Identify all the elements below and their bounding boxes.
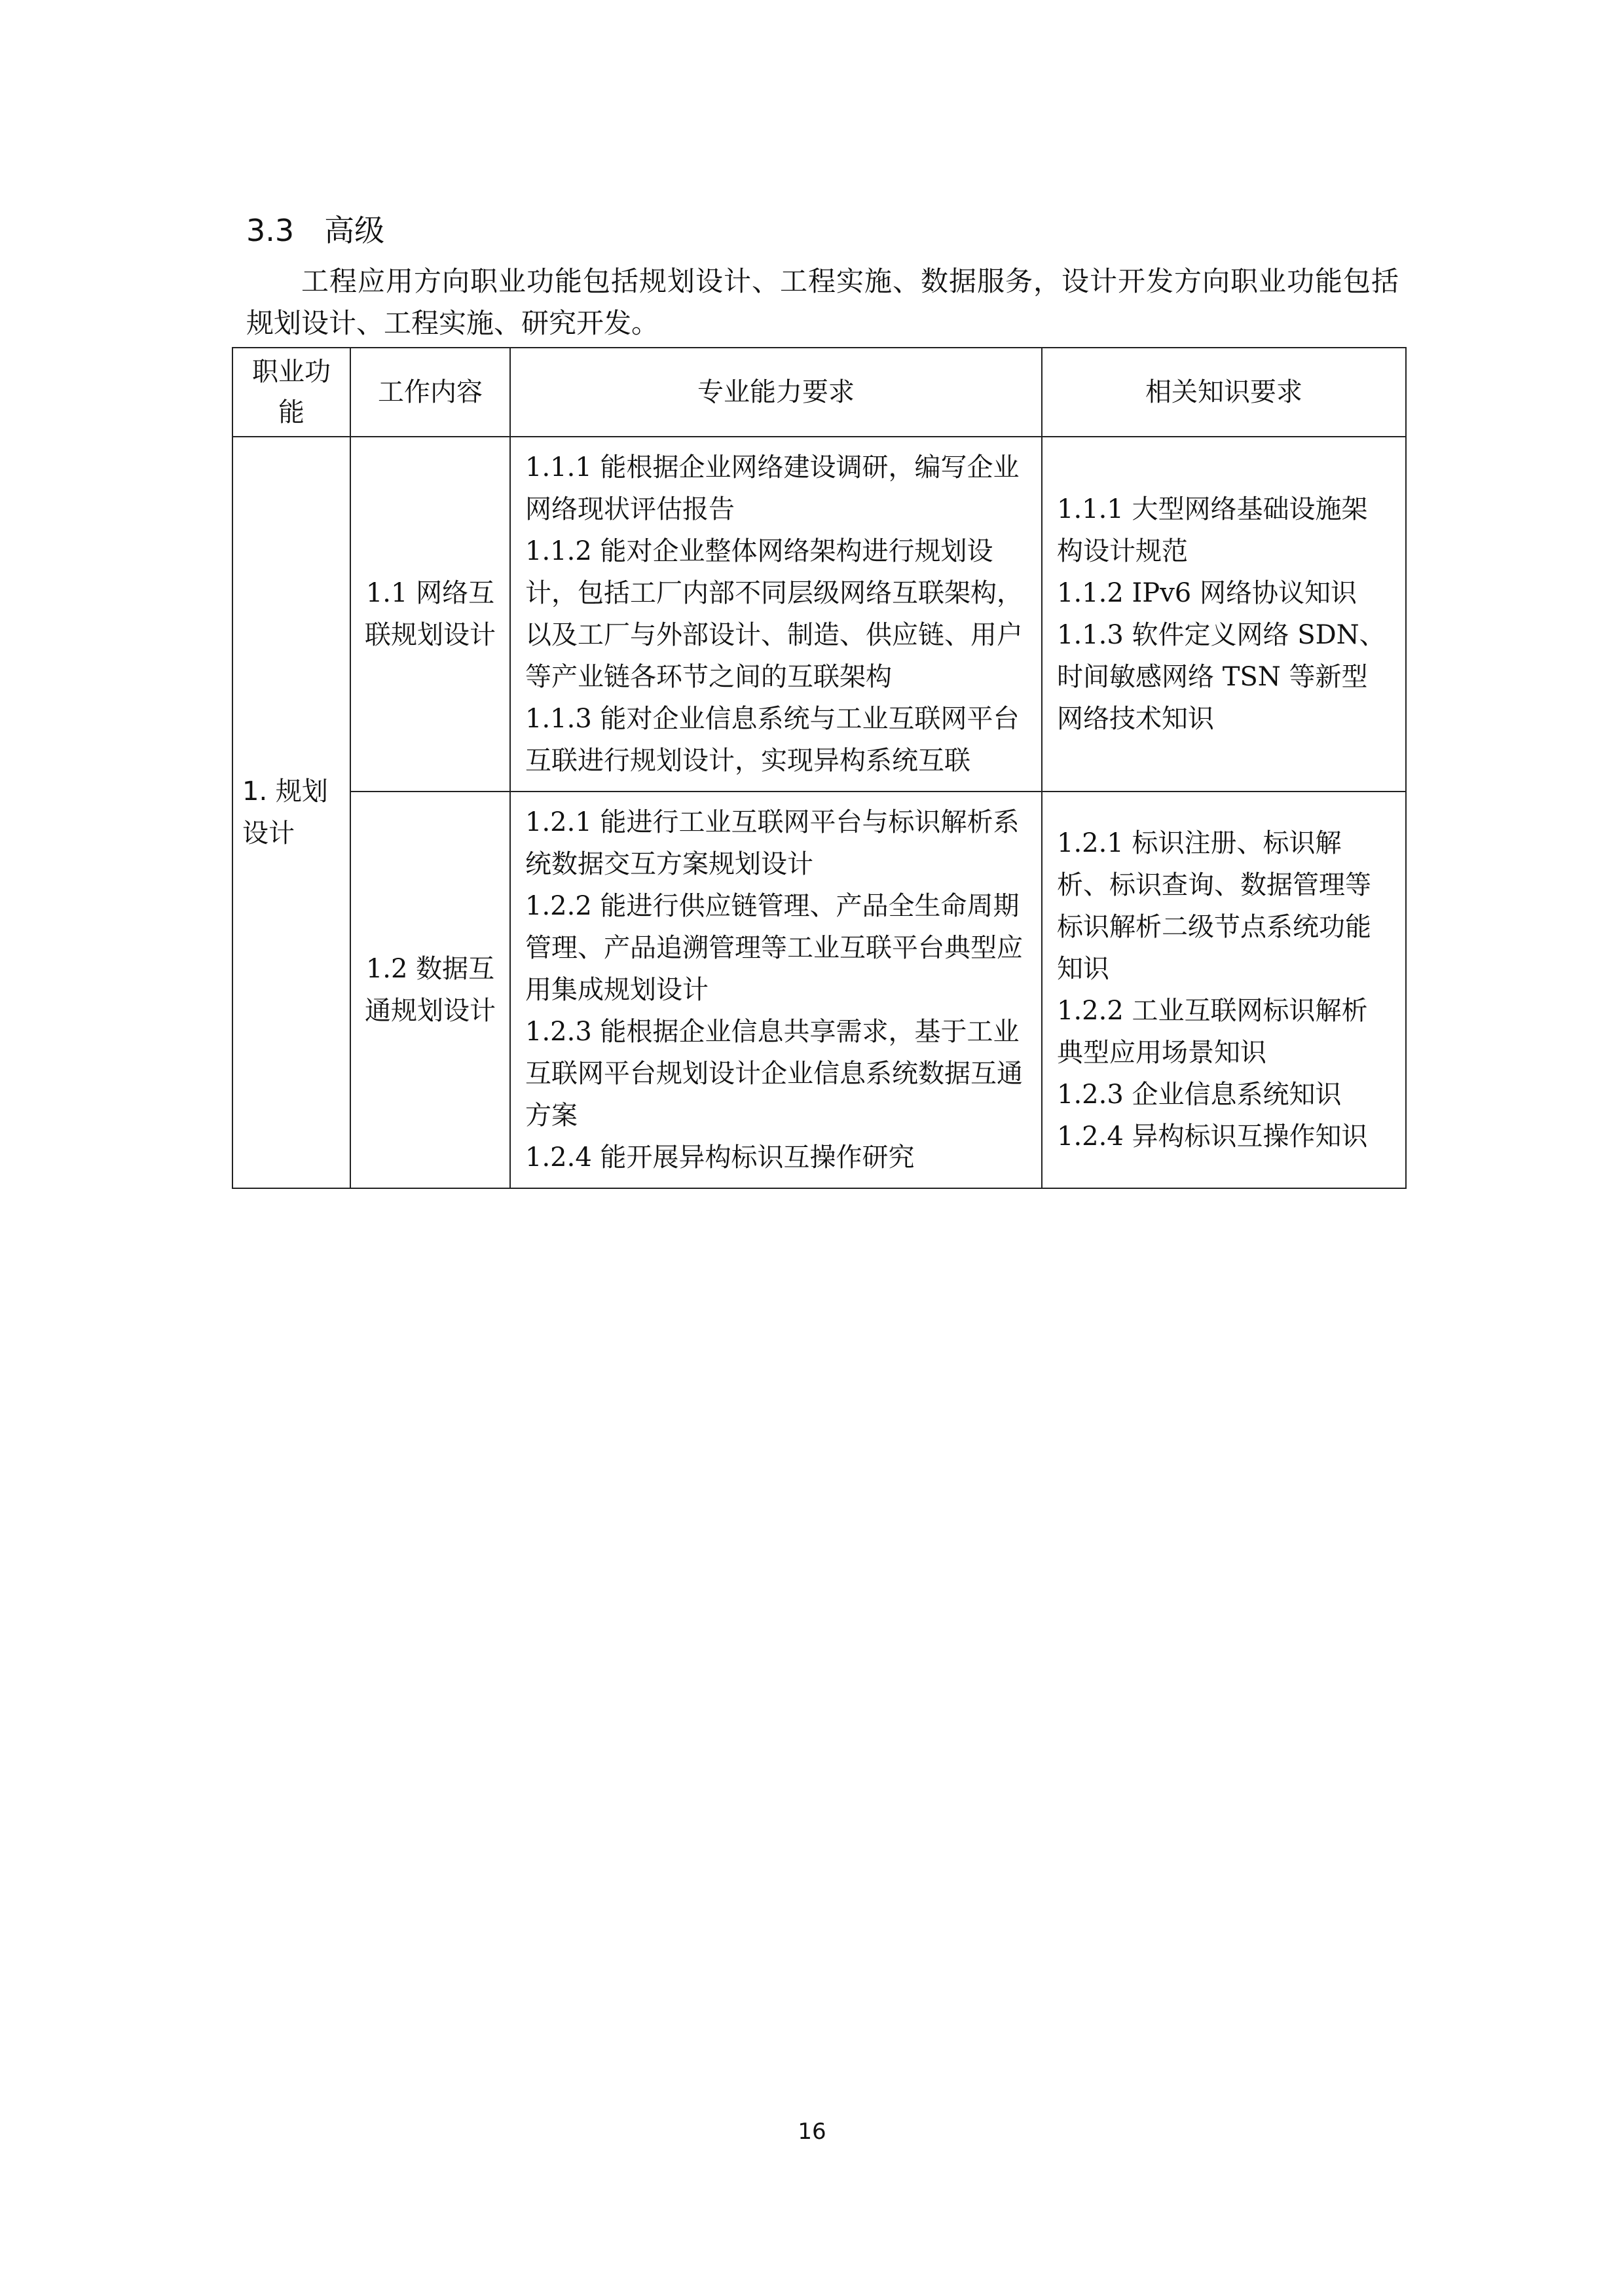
header-knowledge-requirements: 相关知识要求 — [1042, 348, 1406, 437]
knowledge-item: 1.1.3 软件定义网络 SDN、时间敏感网络 TSN 等新型网络技术知识 — [1057, 620, 1386, 734]
skill-item: 1.2.3 能根据企业信息共享需求，基于工业互联网平台规划设计企业信息系统数据互通方案 — [525, 1017, 1023, 1131]
section-title: 高级 — [324, 213, 385, 248]
knowledge-item: 1.2.2 工业互联网标识解析典型应用场景知识 — [1057, 996, 1368, 1068]
header-skill-requirements: 专业能力要求 — [510, 348, 1042, 437]
skill-item: 1.1.1 能根据企业网络建设调研，编写企业网络现状评估报告 — [525, 452, 1020, 524]
skill-item: 1.1.2 能对企业整体网络架构进行规划设计，包括工厂内部不同层级网络互联架构，以及工厂与外部设计、制造、供应链、用户等产业链各环节之间的互联架构 — [525, 536, 1023, 692]
skill-item: 1.2.2 能进行供应链管理、产品全生命周期管理、产品追溯管理等工业互联平台典型应用集成规划设计 — [525, 891, 1023, 1005]
header-function: 职业功能 — [232, 348, 350, 437]
section-heading — [246, 211, 384, 250]
function-cell: 1. 规划设计 — [232, 437, 350, 1188]
skill-cell — [510, 437, 1042, 792]
intro-paragraph: 工程应用方向职业功能包括规划设计、工程实施、数据服务，设计开发方向职业功能包括规划设计、工程实施、研究开发。 — [246, 265, 1399, 339]
knowledge-item: 1.2.1 标识注册、标识解析、标识查询、数据管理等标识解析二级节点系统功能知识 — [1057, 828, 1371, 984]
work-content-cell: 1.1 网络互联规划设计 — [350, 437, 510, 792]
page-number: 16 — [798, 2119, 826, 2145]
skill-cell — [510, 792, 1042, 1188]
table-row — [232, 792, 1406, 1188]
knowledge-item: 1.1.2 IPv6 网络协议知识 — [1057, 578, 1357, 608]
knowledge-cell — [1042, 792, 1406, 1188]
skill-item: 1.1.3 能对企业信息系统与工业互联网平台互联进行规划设计，实现异构系统互联 — [525, 704, 1020, 776]
header-work-content: 工作内容 — [350, 348, 510, 437]
knowledge-item: 1.2.4 异构标识互操作知识 — [1057, 1121, 1368, 1152]
skill-item: 1.2.4 能开展异构标识互操作研究 — [525, 1142, 915, 1173]
table-header-row — [232, 348, 1406, 437]
competency-table — [232, 347, 1407, 1189]
knowledge-item: 1.2.3 企业信息系统知识 — [1057, 1080, 1342, 1110]
work-content-cell: 1.2 数据互通规划设计 — [350, 792, 510, 1188]
section-number: 3.3 — [246, 213, 295, 248]
skill-item: 1.2.1 能进行工业互联网平台与标识解析系统数据交互方案规划设计 — [525, 807, 1020, 879]
table-row — [232, 437, 1406, 792]
knowledge-item: 1.1.1 大型网络基础设施架构设计规范 — [1057, 494, 1368, 566]
knowledge-cell — [1042, 437, 1406, 792]
